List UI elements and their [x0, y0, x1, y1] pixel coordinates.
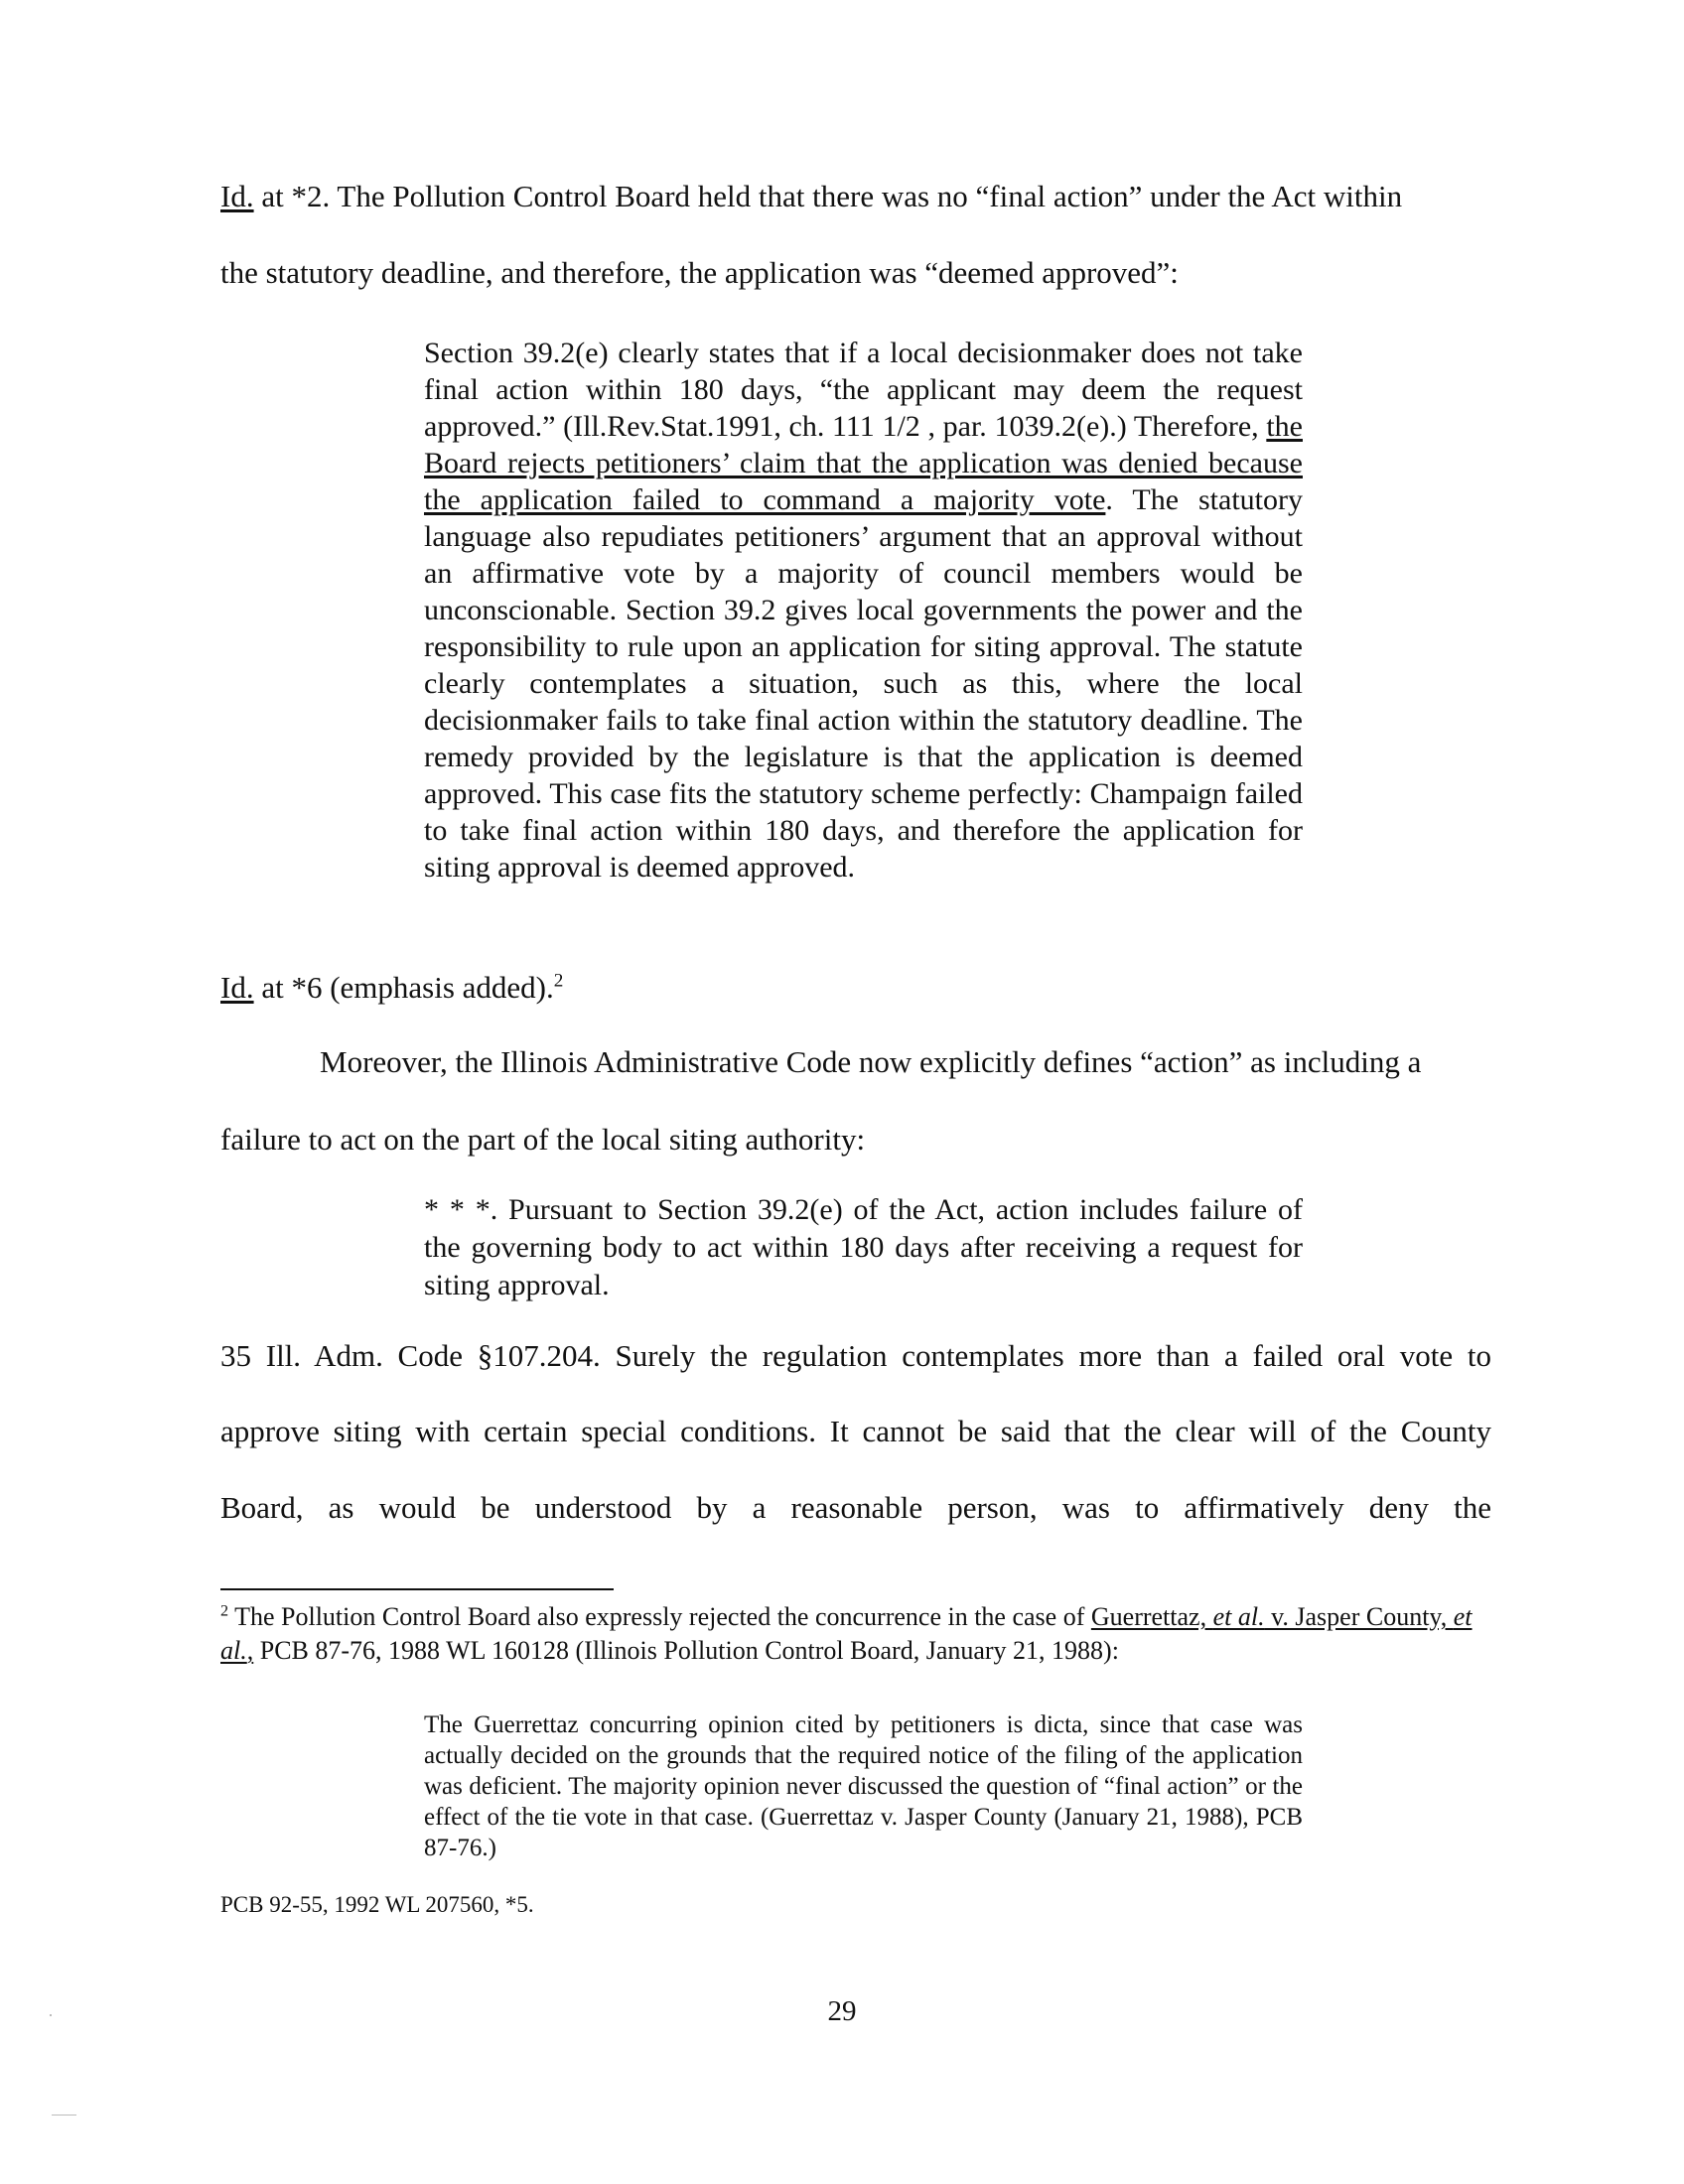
footnote-case-name: Guerrettaz, et al. v. Jasper County, et al.,	[220, 1602, 1473, 1665]
paragraph-2-line-1: Moreover, the Illinois Administrative Code now explicitly defines “action” as including a	[320, 1044, 1422, 1079]
block-quote-2: * * *. Pursuant to Section 39.2(e) of the Act, action includes failure of the governing body to act within 180 days after receiving a request for siting approval.	[424, 1193, 1303, 1301]
footnote-number: 2	[220, 1602, 229, 1620]
scan-mark	[50, 2014, 52, 2016]
paragraph-1-line-2: the statutory deadline, and therefore, the application was “deemed approved”:	[220, 255, 1179, 290]
id-cite: Id.	[220, 970, 254, 1005]
footnote-ref: 2	[553, 970, 564, 992]
emphasized-holding: the Board rejects petitioners’ claim that the application was denied because the application failed to command a majority vote	[424, 410, 1303, 516]
footnote-divider	[220, 1588, 614, 1590]
scan-mark	[52, 2115, 76, 2116]
block-quote-1: Section 39.2(e) clearly states that if a local decisionmaker does not take final action within 180 days, “the applicant may deem the request approved.” (Ill.Rev.Stat.1991, ch. 111 1/2 , par. 1039.2(e).) Therefore, the Board rejects petitioners’ claim that the application was denied because the application failed to command a majority vote. The statutory language also repudiates petitioners’ argument that an approval without an affirmative vote by a majority of council members would be unconscionable. Section 39.2 gives local governments the power and the responsibility to rule upon an application for siting approval. The statute clearly contemplates a situation, such as this, where the local decisionmaker fails to take final action within the statutory deadline. The remedy provided by the legislature is that the application is deemed approved. This case fits the statutory scheme perfectly: Champaign failed to take final action within 180 days, and therefore the application for siting approval is deemed approved.	[424, 337, 1303, 884]
page-number: 29	[827, 1995, 857, 2027]
paragraph-3-line-3: Board, as would be understood by a reasonable person, was to affirmatively deny the	[220, 1490, 1491, 1525]
paragraph-1-line-1: Id. at *2. The Pollution Control Board held that there was no “final action” under the Act within	[220, 179, 1403, 213]
id-cite: Id.	[220, 179, 254, 213]
footnote-source-cite: PCB 92-55, 1992 WL 207560, *5.	[220, 1892, 534, 1917]
footnote-block-quote: The Guerrettaz concurring opinion cited by petitioners is dicta, since that case was actually decided on the grounds that the required notice of the filing of the application was deficient. The majority opinion never discussed the question of “final action” or the effect of the tie vote in that case. (Guerrettaz v. Jasper County (January 21, 1988), PCB 87-76.)	[424, 1711, 1303, 1861]
paragraph-3-line-1: 35 Ill. Adm. Code §107.204. Surely the regulation contemplates more than a failed oral vote to	[220, 1338, 1491, 1373]
citation-1: Id. at *6 (emphasis added).$^2$	[220, 970, 564, 1005]
footnote-2: $^2$ The Pollution Control Board also expressly rejected the concurrence in the case of Guerrettaz, et al. v. Jasper County, et al., PCB 87-76, 1988 WL 160128 (Illinois Pollution Control Board, January 21, 1988):	[220, 1602, 1473, 1665]
paragraph-2-line-2: failure to act on the part of the local siting authority:	[220, 1122, 866, 1157]
paragraph-3-line-2: approve siting with certain special conditions. It cannot be said that the clear will of the County	[220, 1414, 1491, 1448]
